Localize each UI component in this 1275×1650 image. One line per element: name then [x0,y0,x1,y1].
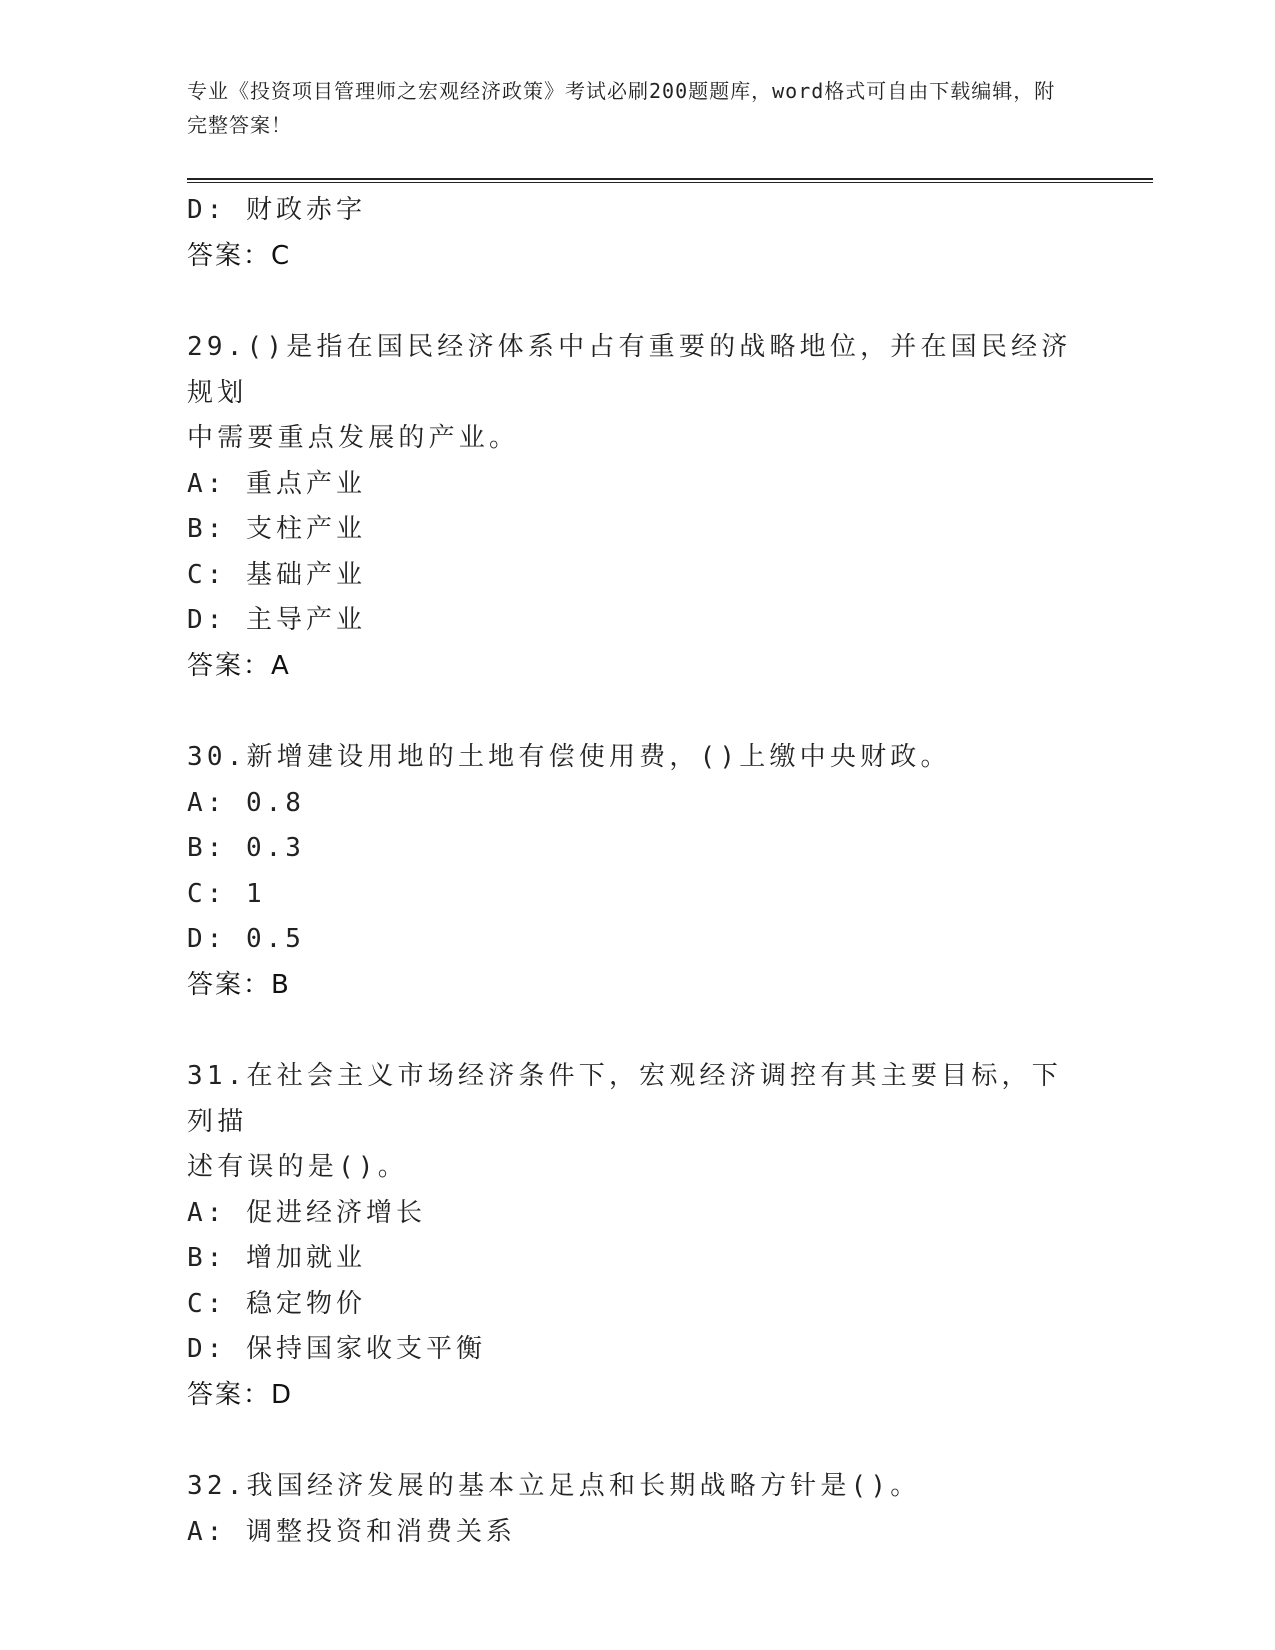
answer-value: A [271,650,289,681]
spacer [187,1008,1087,1054]
option-d: D: 主导产业 [187,605,366,635]
option-d: D: 0.5 [187,924,305,954]
answer-value: D [271,1379,292,1410]
question-stem-29-line2: 中需要重点发展的产业。 [187,423,520,453]
answer-line [187,1373,1087,1419]
answer-line [187,644,1087,690]
question-stem-29-line1: 29.()是指在国民经济体系中占有重要的战略地位，并在国民经济规划 [187,332,1072,408]
spacer [187,1418,1087,1464]
question-stem-31-line1: 31.在社会主义市场经济条件下，宏观经济调控有其主要目标，下列描 [187,1061,1062,1137]
answer-label: 答案： [187,650,272,681]
option-a: A: 调整投资和消费关系 [187,1516,516,1547]
spacer [187,279,1087,325]
question-stem-31-line2: 述有误的是()。 [187,1152,408,1182]
option-b: B: 增加就业 [187,1243,366,1273]
option-d: D: 保持国家收支平衡 [187,1334,486,1364]
option-d: D: 财政赤字 [187,195,366,225]
option-a: A: 重点产业 [187,468,366,499]
spacer [187,689,1087,735]
option-a: A: 0.8 [187,787,305,818]
header-note: 专业《投资项目管理师之宏观经济政策》考试必刷200题题库，word格式可自由下载编辑，附完整答案！ [187,79,1056,137]
option-b: B: 支柱产业 [187,514,366,544]
header-divider [187,178,1153,183]
answer-label: 答案： [187,240,272,271]
answer-line [187,234,1087,280]
answer-value: B [271,969,289,1000]
option-b: B: 0.3 [187,833,305,863]
option-c: C: 基础产业 [187,559,366,590]
answer-line [187,963,1087,1009]
answer-value: C [271,240,290,271]
option-a: A: 促进经济增长 [187,1197,426,1228]
question-stem-30-line1: 30.新增建设用地的土地有偿使用费，()上缴中央财政。 [187,742,951,772]
question-list [187,188,1087,1555]
answer-label: 答案： [187,1379,272,1410]
answer-label: 答案： [187,969,272,1000]
option-c: C: 1 [187,878,266,909]
option-c: C: 稳定物价 [187,1288,366,1319]
question-stem-32-line1: 32.我国经济发展的基本立足点和长期战略方针是()。 [187,1471,921,1501]
